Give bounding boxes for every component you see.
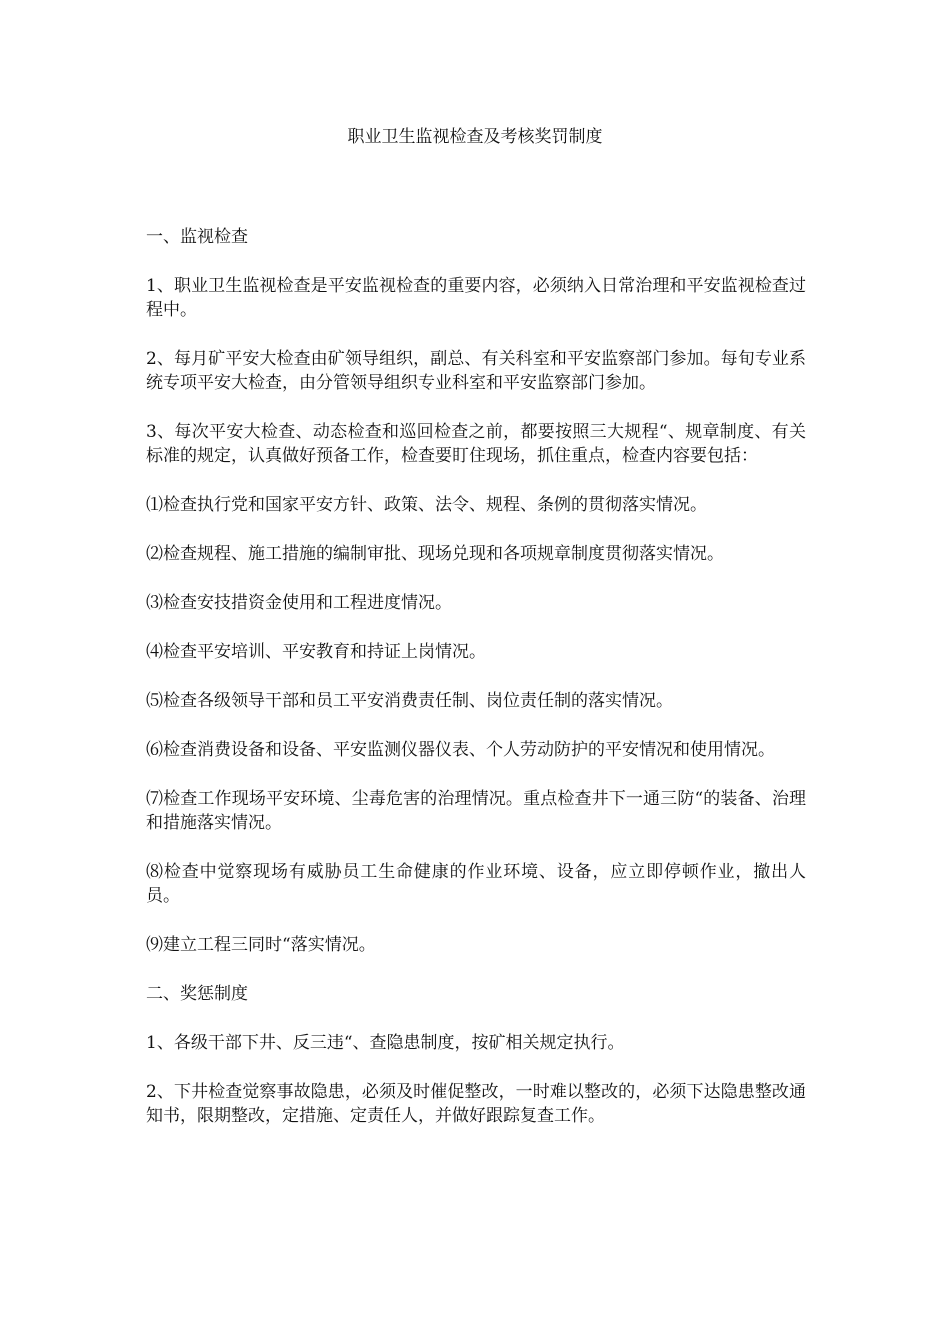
section-heading-rewards: 二、奖惩制度 bbox=[146, 984, 248, 1004]
paragraph-item-2: 2、每月矿平安大检查由矿领导组织，副总、有关科室和平安监察部门参加。每旬专业系统专项平安大检查，由分管领导组织专业科室和平安监察部门参加。 bbox=[146, 349, 806, 393]
inspection-point-9: ⑼建立工程三同时“落实情况。 bbox=[146, 935, 376, 955]
inspection-point-1: ⑴检查执行党和国家平安方针、政策、法令、规程、条例的贯彻落实情况。 bbox=[146, 495, 707, 515]
inspection-point-5: ⑸检查各级领导干部和员工平安消费责任制、岗位责任制的落实情况。 bbox=[146, 691, 673, 711]
document-title: 职业卫生监视检查及考核奖罚制度 bbox=[347, 127, 603, 147]
inspection-point-4: ⑷检查平安培训、平安教育和持证上岗情况。 bbox=[146, 642, 486, 662]
inspection-point-3: ⑶检查安技措资金使用和工程进度情况。 bbox=[146, 593, 452, 613]
paragraph-item-1: 1、职业卫生监视检查是平安监视检查的重要内容，必须纳入日常治理和平安监视检查过程中。 bbox=[146, 276, 806, 320]
inspection-point-2: ⑵检查规程、施工措施的编制审批、现场兑现和各项规章制度贯彻落实情况。 bbox=[146, 544, 724, 564]
inspection-point-7: ⑺检查工作现场平安环境、尘毒危害的治理情况。重点检查井下一通三防“的装备、治理和措施落实情况。 bbox=[146, 789, 806, 833]
section-heading-inspection: 一、监视检查 bbox=[146, 227, 248, 247]
inspection-point-6: ⑹检查消费设备和设备、平安监测仪器仪表、个人劳动防护的平安情况和使用情况。 bbox=[146, 740, 775, 760]
document-body bbox=[146, 225, 806, 1153]
paragraph-item-3: 3、每次平安大检查、动态检查和巡回检查之前，都要按照三大规程“、规章制度、有关标准的规定，认真做好预备工作，检查要盯住现场，抓住重点，检查内容要包括： bbox=[146, 422, 806, 466]
rewards-item-2: 2、下井检查觉察事故隐患，必须及时催促整改，一时难以整改的，必须下达隐患整改通知书，限期整改，定措施、定责任人，并做好跟踪复查工作。 bbox=[146, 1082, 806, 1126]
inspection-point-8: ⑻检查中觉察现场有威胁员工生命健康的作业环境、设备，应立即停顿作业，撤出人员。 bbox=[146, 862, 806, 906]
rewards-item-1: 1、各级干部下井、反三违“、查隐患制度，按矿相关规定执行。 bbox=[146, 1033, 625, 1053]
